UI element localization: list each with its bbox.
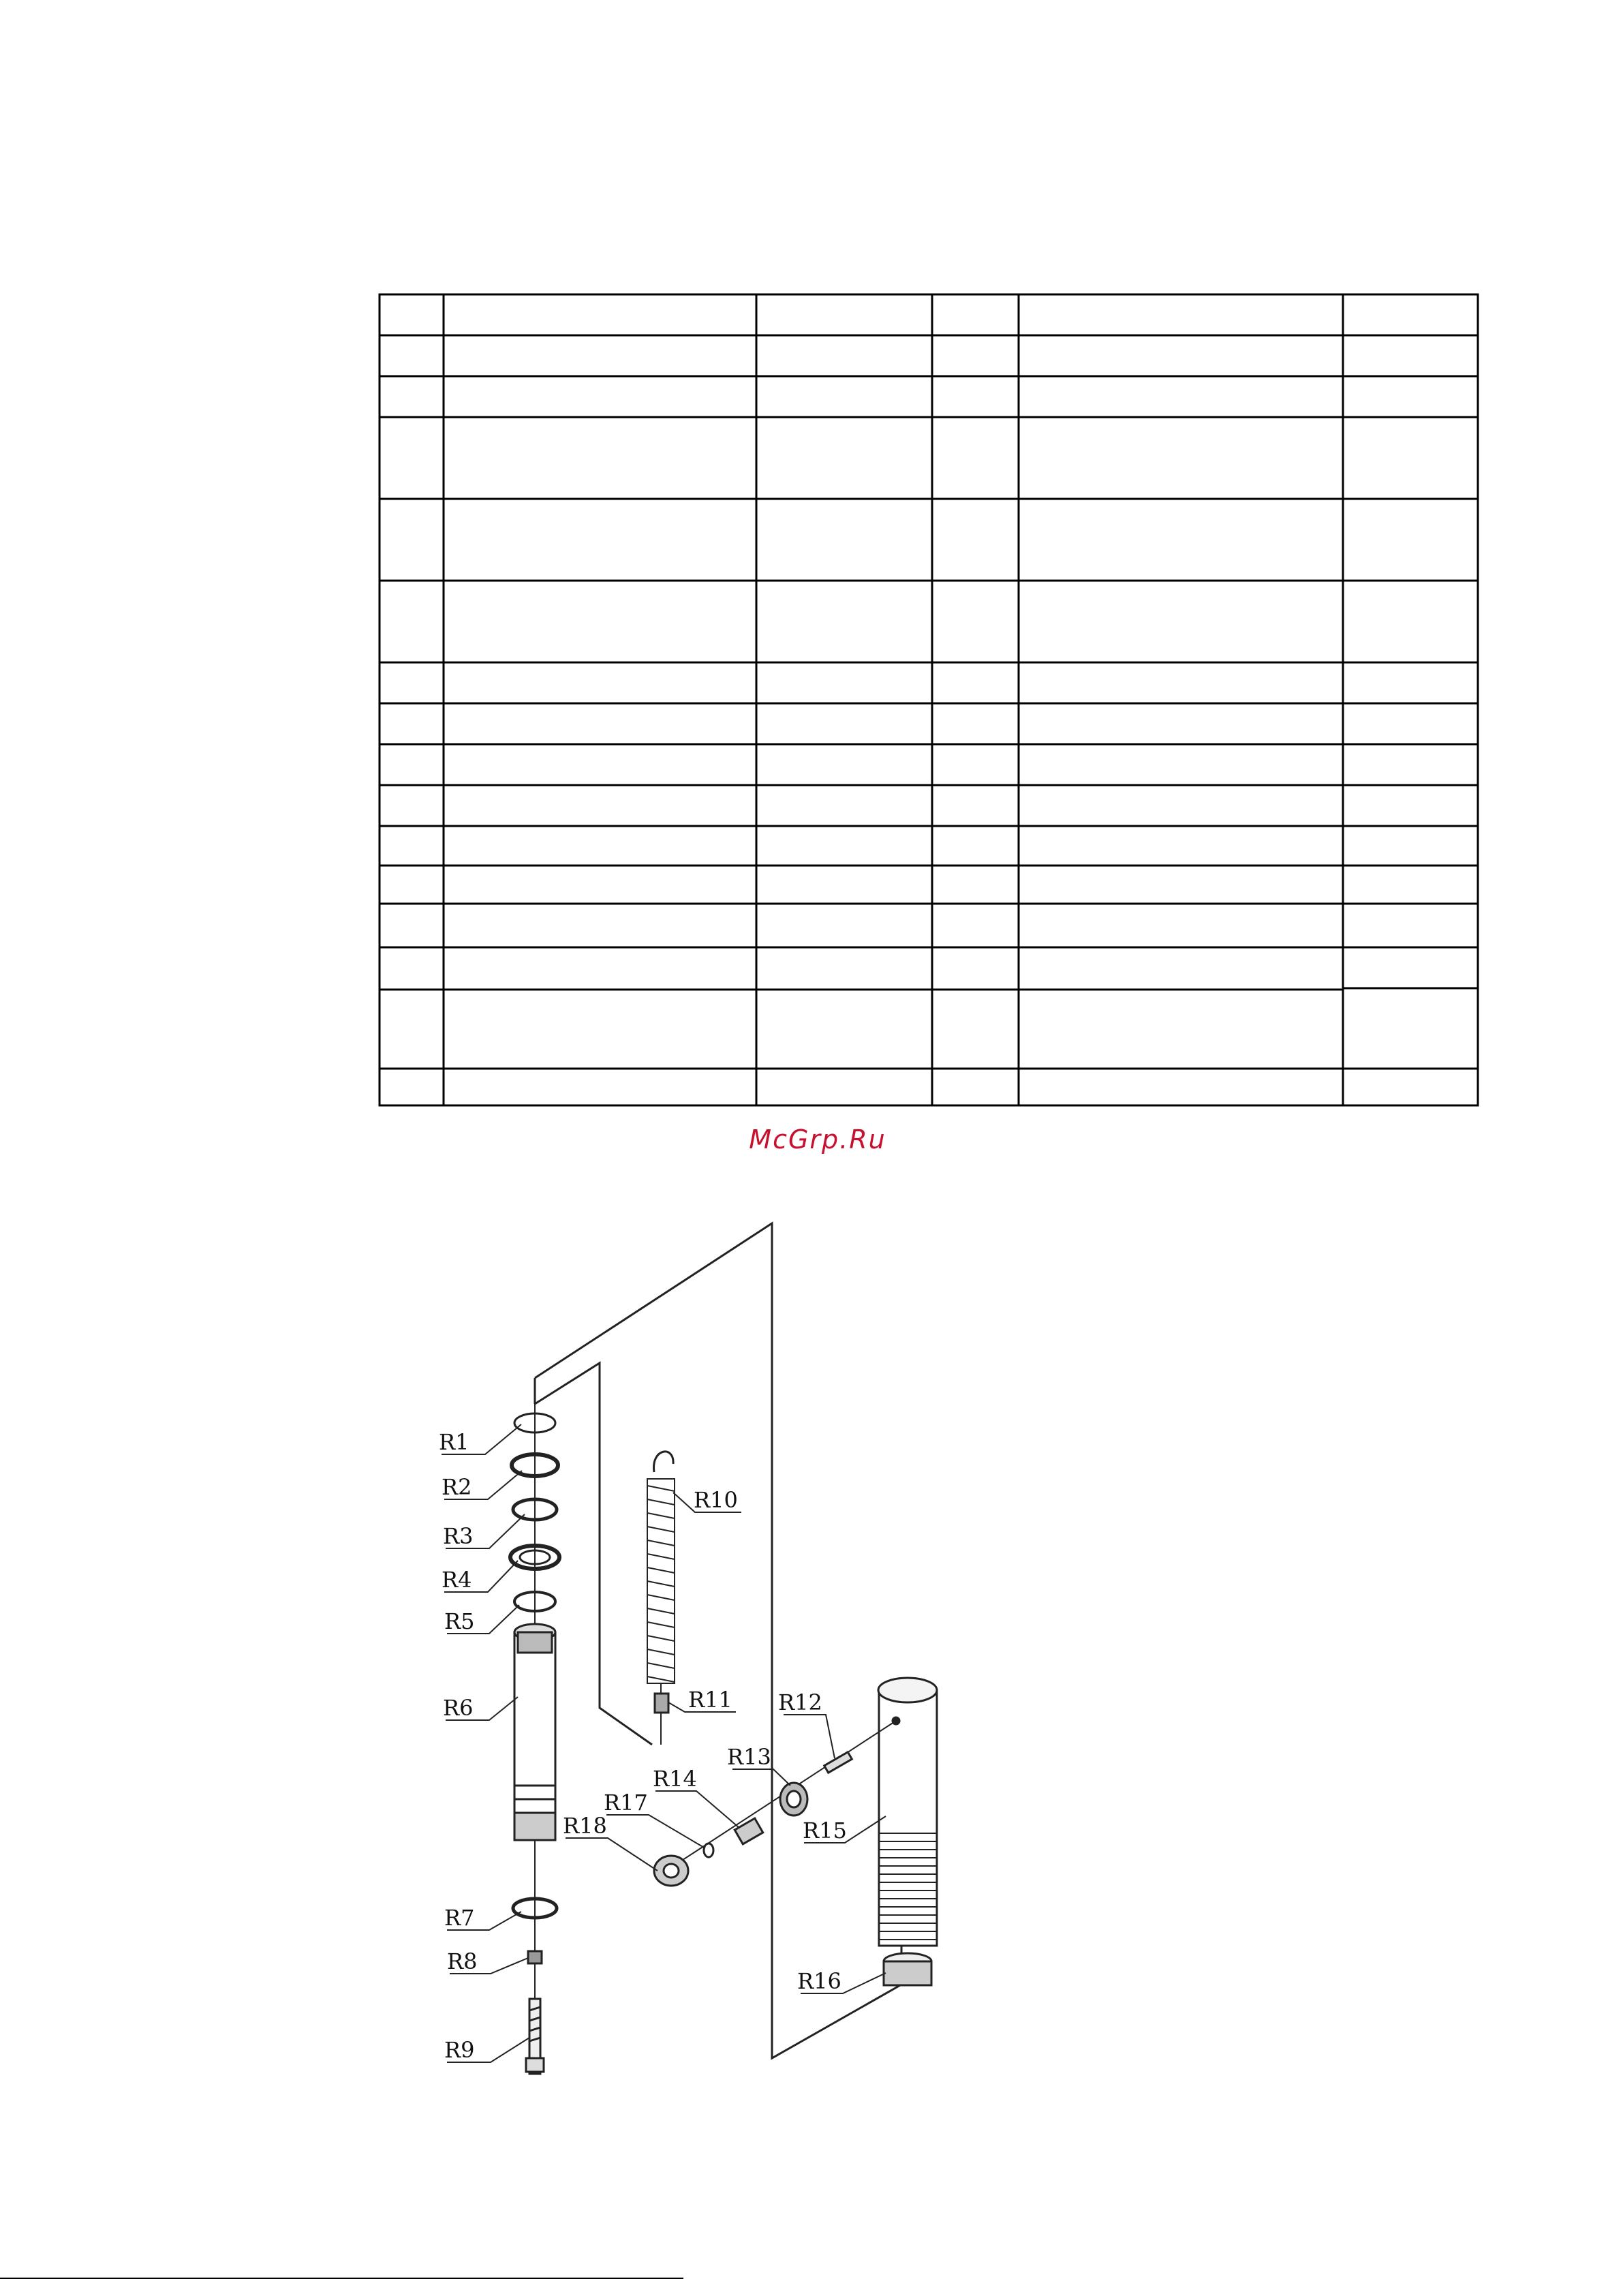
leader-r13 bbox=[732, 1769, 790, 1786]
label-r1: R1 bbox=[439, 1429, 469, 1455]
label-r13: R13 bbox=[727, 1744, 771, 1770]
label-r9: R9 bbox=[444, 2037, 475, 2063]
label-r15: R15 bbox=[803, 1818, 847, 1843]
exploded-parts-diagram bbox=[0, 1199, 1623, 2099]
label-r17: R17 bbox=[604, 1790, 648, 1816]
end-cap-r16 bbox=[884, 1953, 931, 1985]
label-r4: R4 bbox=[442, 1567, 472, 1593]
label-r11: R11 bbox=[688, 1687, 732, 1713]
label-r12: R12 bbox=[778, 1689, 822, 1715]
leader-r17 bbox=[606, 1815, 705, 1848]
screw-r11 bbox=[655, 1694, 668, 1713]
label-r6: R6 bbox=[443, 1695, 474, 1721]
cap-r18 bbox=[654, 1856, 688, 1886]
valve-axis-line bbox=[661, 1721, 896, 1874]
leader-r14 bbox=[655, 1791, 739, 1828]
cylinder-r15 bbox=[878, 1678, 937, 1946]
label-r7: R7 bbox=[444, 1905, 475, 1931]
fitting-r14 bbox=[735, 1818, 762, 1844]
bolt-r9 bbox=[526, 1999, 544, 2074]
label-r2: R2 bbox=[442, 1474, 472, 1500]
watermark: McGrp.Ru bbox=[749, 1124, 886, 1154]
assembly-frame-outline bbox=[535, 1223, 901, 2058]
piston-r6 bbox=[514, 1624, 555, 1840]
table-grid bbox=[380, 294, 1478, 1105]
nut-r8 bbox=[528, 1951, 542, 1963]
label-r5: R5 bbox=[444, 1608, 475, 1634]
leader-r18 bbox=[566, 1838, 658, 1871]
pin-r12 bbox=[824, 1752, 852, 1773]
leader-r12 bbox=[784, 1715, 835, 1758]
label-r3: R3 bbox=[443, 1523, 474, 1549]
label-r14: R14 bbox=[653, 1766, 697, 1792]
label-r8: R8 bbox=[447, 1948, 478, 1974]
o-ring-r17 bbox=[704, 1843, 713, 1857]
label-r16: R16 bbox=[797, 1968, 841, 1994]
label-r10: R10 bbox=[694, 1487, 738, 1513]
footer-rule bbox=[0, 2278, 683, 2279]
nut-r13 bbox=[780, 1783, 807, 1816]
label-r18: R18 bbox=[563, 1813, 607, 1839]
